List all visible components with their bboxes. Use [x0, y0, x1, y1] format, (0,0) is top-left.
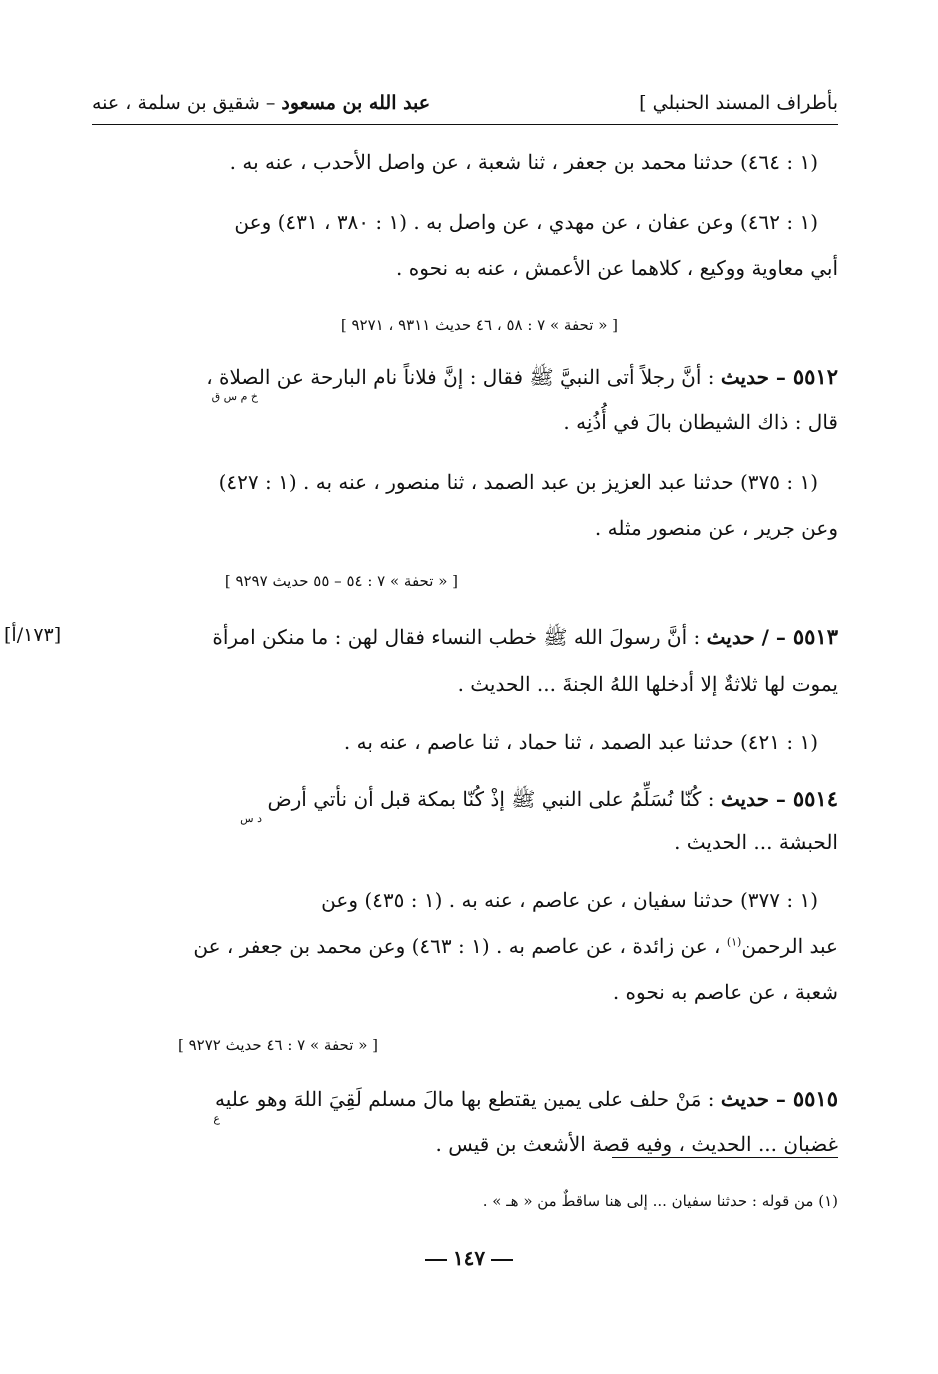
hadith-text-line: الحبشة ... الحديث .: [674, 830, 838, 854]
isnad-line: (١ : ٣٧٧) حدثنا سفيان ، عن عاصم ، عنه به . (١ : ٤٣٥) وعن: [321, 888, 818, 912]
tuhfa-reference: [ « تحفة » ٧ : ٤٦ حديث ٩٢٧٢ ]: [177, 1036, 378, 1054]
isnad-text: عبد الرحمن: [741, 934, 838, 958]
header-book-title: بأطراف المسند الحنبلي ]: [639, 92, 838, 114]
isnad-line: (١ : ٤٦٤) حدثنا محمد بن جعفر ، ثنا شعبة ، عن واصل الأحدب ، عنه به .: [229, 150, 818, 174]
hadith-5515-line: [215, 1086, 838, 1111]
isnad-text: ، عن زائدة ، عن عاصم به . (١ : ٤٦٣) وعن محمد بن جعفر ، عن: [193, 934, 727, 958]
dash-right: [491, 1259, 513, 1261]
header-chapter: [92, 92, 430, 114]
tuhfa-reference: [ « تحفة » ٧ : ٥٨ ، ٤٦ حديث ٩٣١١ ، ٩٢٧١ ]: [340, 316, 618, 334]
hadith-label: – حديث: [720, 787, 793, 811]
page-number: [0, 1246, 938, 1270]
hadith-number: ٥٥١٣: [792, 624, 838, 649]
isnad-line: (١ : ٤٢١) حدثنا عبد الصمد ، ثنا حماد ، ثنا عاصم ، عنه به .: [343, 730, 818, 754]
running-header: [92, 84, 838, 125]
hadith-number: ٥٥١٥: [792, 1086, 838, 1111]
hadith-sigla: د س: [240, 812, 262, 825]
hadith-5514-line: [267, 786, 838, 816]
hadith-label: – / حديث: [706, 625, 793, 649]
isnad-line: [193, 934, 838, 958]
dash-left: [425, 1259, 447, 1261]
footnote-separator: [612, 1157, 838, 1158]
tuhfa-reference: [ « تحفة » ٧ : ٥٤ – ٥٥ حديث ٩٢٩٧ ]: [224, 572, 458, 590]
hadith-text: : أنَّ رسولَ الله ﷺ خطب النساء فقال لهن : ما منكن امرأة: [212, 625, 707, 649]
isnad-line: أبي معاوية ووكيع ، كلاهما عن الأعمش ، عنه به نحوه .: [396, 256, 838, 280]
isnad-line: (١ : ٣٧٥) حدثنا عبد العزيز بن عبد الصمد ، ثنا منصور ، عنه به . (١ : ٤٢٧): [218, 470, 818, 494]
footnote-marker: (١): [726, 935, 742, 949]
isnad-line: وعن جرير ، عن منصور مثله .: [594, 516, 838, 540]
hadith-text-line: غضبان ... الحديث ، وفيه قصة الأشعث بن قيس .: [435, 1132, 838, 1156]
manuscript-folio-marker: [١٧٣/أ]: [4, 624, 62, 646]
hadith-number: ٥٥١٤: [792, 786, 838, 811]
hadith-number: ٥٥١٢: [792, 364, 838, 389]
hadith-sigla: ع: [213, 1112, 220, 1125]
hadith-5512-line: [206, 364, 838, 394]
hadith-text: : كُنّا نُسَلِّمُ على النبي ﷺ إذْ كُنّا بمكة قبل أن نأتي أرض: [267, 787, 721, 811]
isnad-line: (١ : ٤٦٢) وعن عفان ، عن مهدي ، عن واصل به . (١ : ٣٨٠ ، ٤٣١) وعن: [234, 210, 818, 234]
hadith-label: – حديث: [720, 1087, 793, 1111]
hadith-text: : مَنْ حلف على يمين يقتطع بها مالَ مسلم لَقِيَ اللهَ وهو عليه: [215, 1087, 721, 1111]
page-number-text: ١٤٧: [452, 1246, 486, 1270]
header-narrator: – شقيق بن سلمة ، عنه: [92, 92, 282, 114]
hadith-text: : أنَّ رجلاً أتى النبيَّ ﷺ فقال : إنَّ فلاناً نام البارحة عن الصلاة ،: [206, 365, 721, 389]
hadith-5513-line: [212, 624, 838, 654]
footnote: (١) من قوله : حدثنا سفيان ... إلى هنا ساقطٌ من « هـ » .: [482, 1192, 838, 1210]
hadith-text-line: قال : ذاك الشيطان بالَ في أُذُنِه .: [563, 410, 838, 434]
hadith-label: – حديث: [720, 365, 793, 389]
header-companion-name: عبد الله بن مسعود: [281, 92, 431, 114]
hadith-text-line: يموت لها ثلاثةٌ إلا أدخلها اللهُ الجنةَ ... الحديث .: [457, 672, 838, 696]
hadith-sigla: خ م س ق: [211, 390, 258, 403]
isnad-line: شعبة ، عن عاصم به نحوه .: [612, 980, 838, 1004]
